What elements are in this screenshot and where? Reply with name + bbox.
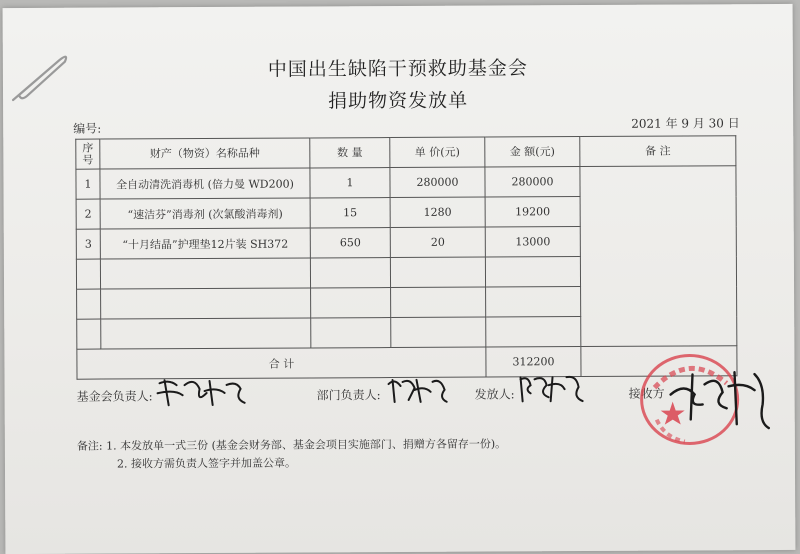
row-item-name: 全自动清洗消毒机 (倍力曼 WD200) [100, 168, 310, 199]
row-item-name: “速洁芬”消毒剂 (次氯酸消毒剂) [100, 198, 310, 229]
org-title: 中国出生缺陷干预救助基金会 [267, 57, 528, 81]
remark-cell [580, 166, 737, 347]
col-unit-price-header: 单 价(元) [390, 137, 485, 167]
document-page [3, 4, 796, 554]
row-qty: 15 [310, 198, 390, 228]
col-qty-header: 数 量 [310, 138, 390, 168]
row-unit-price: 20 [390, 227, 485, 257]
issue-date: 2021 年 9 月 30 日 [631, 116, 740, 131]
note-line-1: 备注: 1. 本发放单一式三份 (基金会财务部、基金会项目实施部门、捐赠方各留存一份)。 [76, 437, 507, 453]
row-seq: 1 [76, 169, 100, 199]
col-name-header: 财产（物资）名称品种 [100, 138, 310, 169]
row-seq: 2 [76, 199, 100, 229]
foundation-head-signature [155, 375, 250, 410]
total-amount: 312200 [486, 347, 581, 377]
issuer-label: 发放人: [474, 387, 515, 402]
distribution-table [75, 135, 737, 379]
number-label: 编号: [73, 121, 102, 136]
col-seq-header: 序号 [76, 139, 100, 169]
receiver-label: 接收方 [628, 386, 665, 401]
dept-head-label: 部门负责人: [316, 388, 381, 403]
document-title: 捐助物资发放单 [327, 89, 469, 113]
dept-head-signature [384, 374, 449, 406]
col-amount-header: 金 额(元) [485, 137, 580, 167]
note-line-2: 2. 接收方需负责人签字并加盖公章。 [116, 456, 296, 471]
table-header-row [76, 136, 736, 169]
col-remark-header: 备 注 [580, 136, 736, 167]
table-row [76, 166, 736, 199]
row-qty: 1 [310, 168, 390, 198]
total-label: 合 计 [77, 347, 486, 379]
receiver-signature [664, 364, 774, 435]
row-unit-price: 280000 [390, 167, 485, 197]
row-unit-price: 1280 [390, 197, 485, 227]
row-amount: 280000 [485, 167, 580, 197]
row-amount: 19200 [485, 197, 580, 227]
row-qty: 650 [310, 228, 390, 258]
row-item-name: “十月结晶”护理垫12片装 SH372 [100, 228, 310, 259]
issuer-signature [516, 371, 586, 405]
row-amount: 13000 [485, 227, 580, 257]
row-seq: 3 [76, 229, 100, 259]
foundation-head-label: 基金会负责人: [76, 389, 153, 404]
